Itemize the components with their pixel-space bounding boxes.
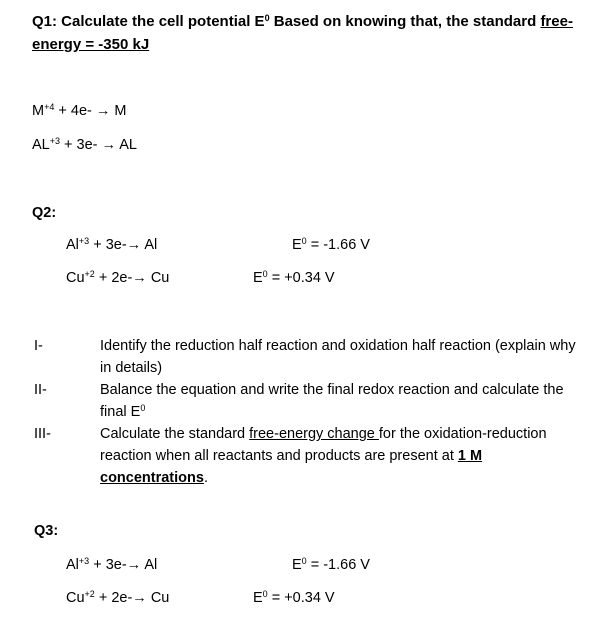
item-text: Identify the reduction half reaction and oxidation half reaction (explain why in details): [100, 338, 576, 376]
q3-reaction-1: $Al^{+3} + 3e-\to Al$: [66, 556, 158, 573]
item-text: Calculate the standard free-energy change for the oxidation-reduction reaction when all reactants and products are present at 1 M concentrations.: [100, 426, 547, 486]
q1-reaction-2: $AL^{+3} + 3e-$ → AL: [32, 136, 137, 153]
q2-label: Q2:: [32, 205, 57, 221]
item-text: Balance the equation and write the final redox reaction and calculate the final $E^0$: [100, 382, 564, 420]
q2-reaction-2: $Cu^{+2} + 2e-\to Cu$: [66, 269, 170, 286]
q2-potential-1: $E^0 = -1.66$ V: [292, 236, 370, 253]
q1-title-cont: energy = -350 kJ: [32, 36, 150, 53]
q3-label: Q3:: [34, 523, 59, 539]
item-number: II-: [34, 382, 47, 398]
q3-potential-2: $E^0 = +0.34$ V: [253, 589, 335, 606]
q3-potential-1: $E^0 = -1.66$ V: [292, 556, 370, 573]
q2-item-3: [34, 423, 594, 489]
q3-reaction-2: $Cu^{+2} + 2e-\to Cu$: [66, 589, 170, 606]
q1-reaction-1: $M^{+4} + 4e- \to M$: [32, 102, 127, 119]
q2-item-2: [34, 379, 594, 423]
q2-reaction-1: $Al^{+3} + 3e-\to Al$: [66, 236, 158, 253]
q2-potential-2: $E^0 = +0.34$ V: [253, 269, 335, 286]
q1-title: Q1: Calculate the cell potential $E^0$ Based on knowing that, the standard free-: [32, 13, 573, 30]
item-number: I-: [34, 338, 43, 354]
q2-item-1: [34, 335, 594, 379]
item-number: III-: [34, 426, 51, 442]
